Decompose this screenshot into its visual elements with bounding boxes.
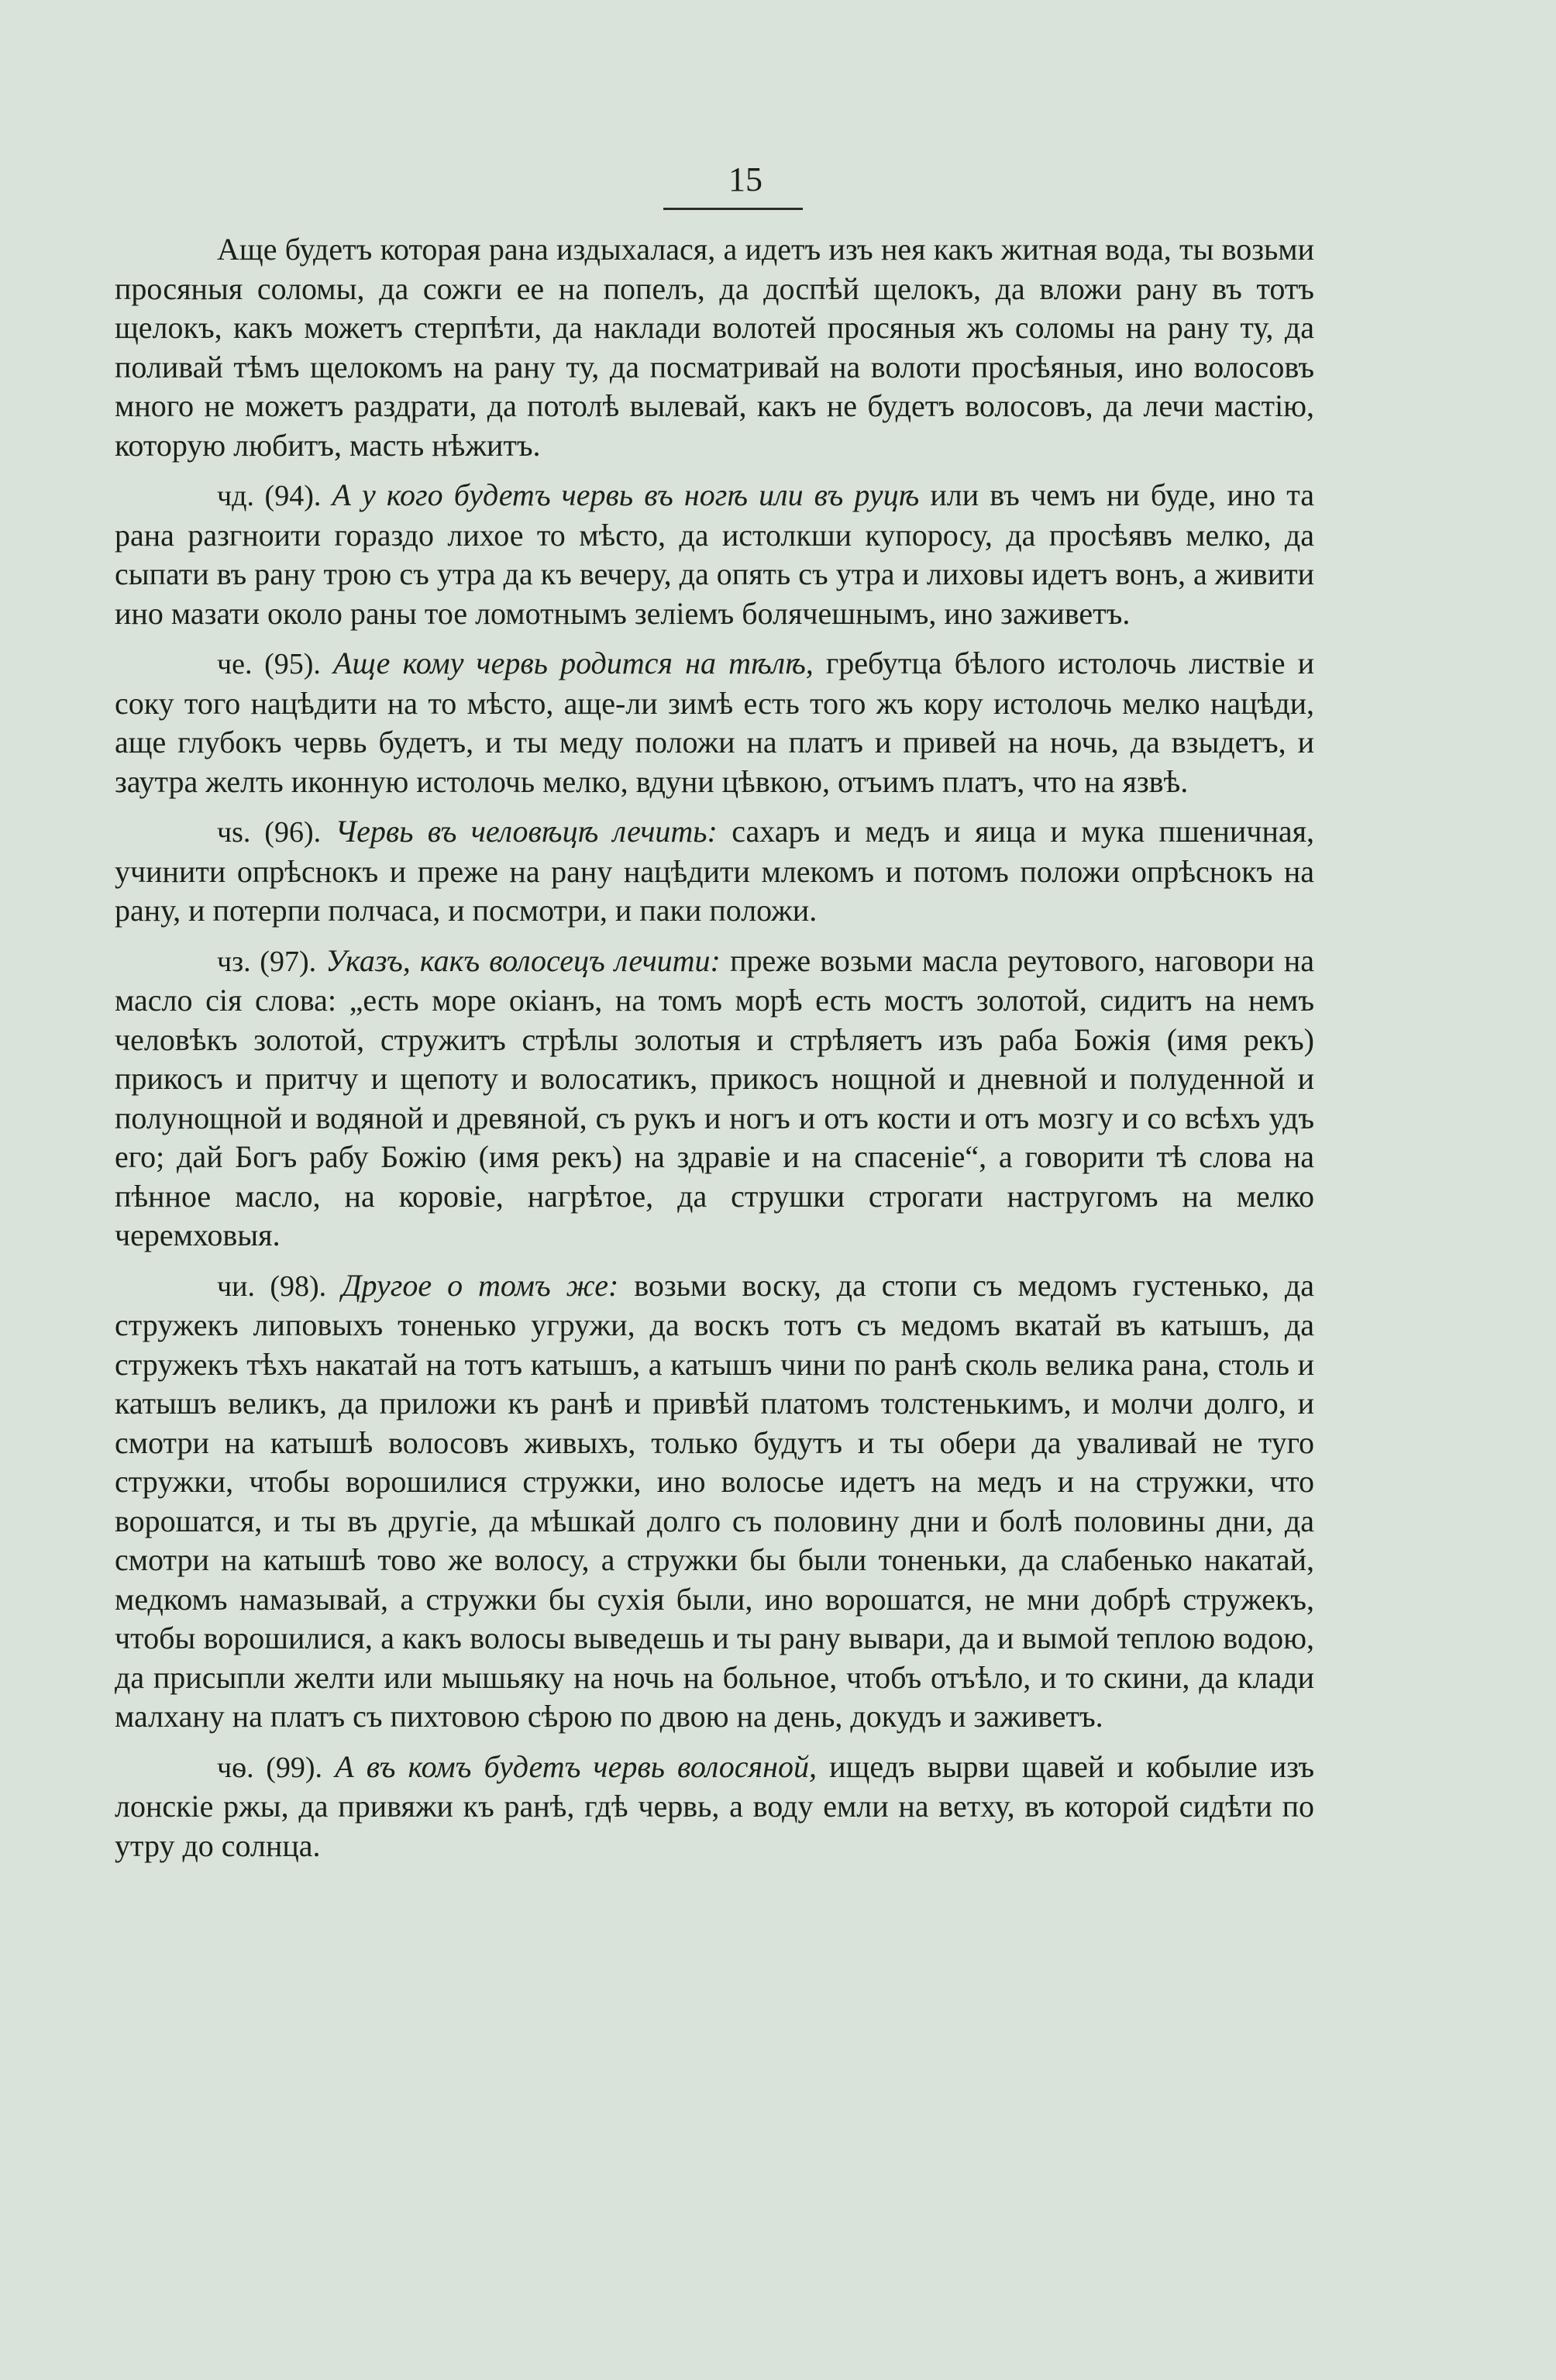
entry-97 <box>115 942 1314 1255</box>
entry-title: Аще кому червь родится на тѣлѣ, <box>333 646 814 680</box>
entry-text: или въ чемъ ни буде, ино та рана разгноити гораздо лихое то мѣсто, да истолкши купоросу, да просѣявъ мелко, да сыпати въ рану трою съ утра да къ вечеру, да опять съ утра и лиховы идетъ вонъ, а живити ино мазати около раны тое ломотнымъ зеліемъ болячешнымъ, ино заживетъ. <box>115 477 1314 631</box>
entry-text: гребутца бѣлого истолочь листвіе и соку того нацѣдити на то мѣсто, аще-ли зимѣ есть того жъ кору истолочь мелко нацѣди, аще глубокъ червь будетъ, и ты меду положи на платъ и привей на ночь, да взыдетъ, и заутра желть иконную истолочь мелко, вдуни цѣвкою, отъимъ платъ, что на язвѣ. <box>115 646 1315 799</box>
entry-marker: чз. (97). <box>217 945 317 978</box>
entry-marker: чд. (94). <box>217 480 322 512</box>
page-number-rule <box>663 208 803 210</box>
page-number: 15 <box>728 160 763 198</box>
entry-99 <box>115 1748 1314 1866</box>
entry-marker: чи. (98). <box>217 1269 327 1303</box>
intro-paragraph: Аще будетъ которая рана издыхалася, а идетъ изъ нея какъ житная вода, ты возьми просяныя соломы, да сожги ее на попелъ, да доспѣй щелокъ, да вложи рану въ тотъ щелокъ, какъ можетъ стерпѣти, да наклади волотей просяныя жъ соломы на рану ту, да поливай тѣмъ щелокомъ на рану ту, да посматривай на волоти просѣяныя, ино волосовъ много не можетъ раздрати, да потолѣ вылевай, какъ не будетъ волосовъ, да лечи мастію, которую любитъ, масть нѣжитъ. <box>115 232 1314 463</box>
entry-marker: че. (95). <box>217 648 321 680</box>
document-page <box>115 160 1315 1876</box>
entry-marker: чѳ. (99). <box>217 1751 323 1784</box>
entry-94 <box>115 476 1314 633</box>
entry-text: ищедъ вырви щавей и кобылие изъ лонскіе ржы, да привяжи къ ранѣ, гдѣ червь, а воду емли на ветху, въ которой сидѣти по утру до солнца. <box>115 1748 1315 1863</box>
entry-text: возьми воску, да стопи съ медомъ густенько, да стружекъ липовыхъ тоненько угружи, да воскъ тотъ съ медомъ вкатай въ катышъ, да стружекъ тѣхъ накатай на тотъ катышъ, а катышъ чини по ранѣ сколь велика рана, столь и катышъ великъ, да приложи къ ранѣ и привѣй платомъ толстенькимъ, и молчи долго, и смотри на катышѣ волосовъ живыхъ, только будутъ и ты обери да уваливай не туго стружки, чтобы ворошилися стружки, ино волосье идетъ на медъ и на стружки, что ворошатся, и ты въ другіе, да мѣшкай долго съ половину дни и болѣ половины дни, да смотри на катышѣ тово же волосу, а стружки бы были тоненьки, да слабенько накатай, медкомъ намазывай, а стружки бы сухія были, ино ворошатся, не мни добрѣ стружекъ, чтобы ворошилися, а какъ волосы выведешь и ты рану вывари, да и вымой теплою водою, да присыпли желти или мышьяку на ночь на больное, чтобъ отъѣло, и то скини, да клади малхану на платъ съ пихтовою сѣрою по двою на день, докудъ и заживетъ. <box>115 1267 1315 1734</box>
entry-96 <box>115 812 1314 931</box>
entry-95 <box>115 644 1314 801</box>
entry-text: сахаръ и медъ и яица и мука пшеничная, учинити опрѣснокъ и преже на рану нацѣдити млекомъ и потомъ положи опрѣснокъ на рану, и потерпи полчаса, и посмотри, и паки положи. <box>115 814 1315 928</box>
entry-text: преже возьми масла реутового, наговори на масло сія слова: „есть море окіанъ, на томъ морѣ есть мостъ золотой, сидитъ на немъ человѣкъ золотой, стружитъ стрѣлы золотыя и стрѣляетъ изъ раба Божія (имя рекъ) прикосъ и притчу и щепоту и волосатикъ, прикосъ нощной и дневной и полуденной и полунощной и водяной и древяной, съ рукъ и ногъ и отъ кости и отъ мозгу и со всѣхъ удъ его; дай Богъ рабу Божію (имя рекъ) на здравіе и на спасеніе“, а говорити тѣ слова на пѣнное масло, на коровіе, нагрѣтое, да струшки строгати настругомъ на мелко черемховыя. <box>115 942 1315 1252</box>
entry-title: Червь въ человѣцѣ лечить: <box>335 814 718 849</box>
entry-title: Указъ, какъ волосецъ лечити: <box>325 942 721 978</box>
entry-98 <box>115 1266 1314 1737</box>
entry-marker: чѕ. (96). <box>217 816 322 849</box>
entry-title: А у кого будетъ червь въ ногѣ или въ руцѣ <box>332 477 920 512</box>
entry-title: Другое о томъ же: <box>342 1267 619 1303</box>
entry-title: А въ комъ будетъ червь волосяной, <box>335 1748 817 1784</box>
